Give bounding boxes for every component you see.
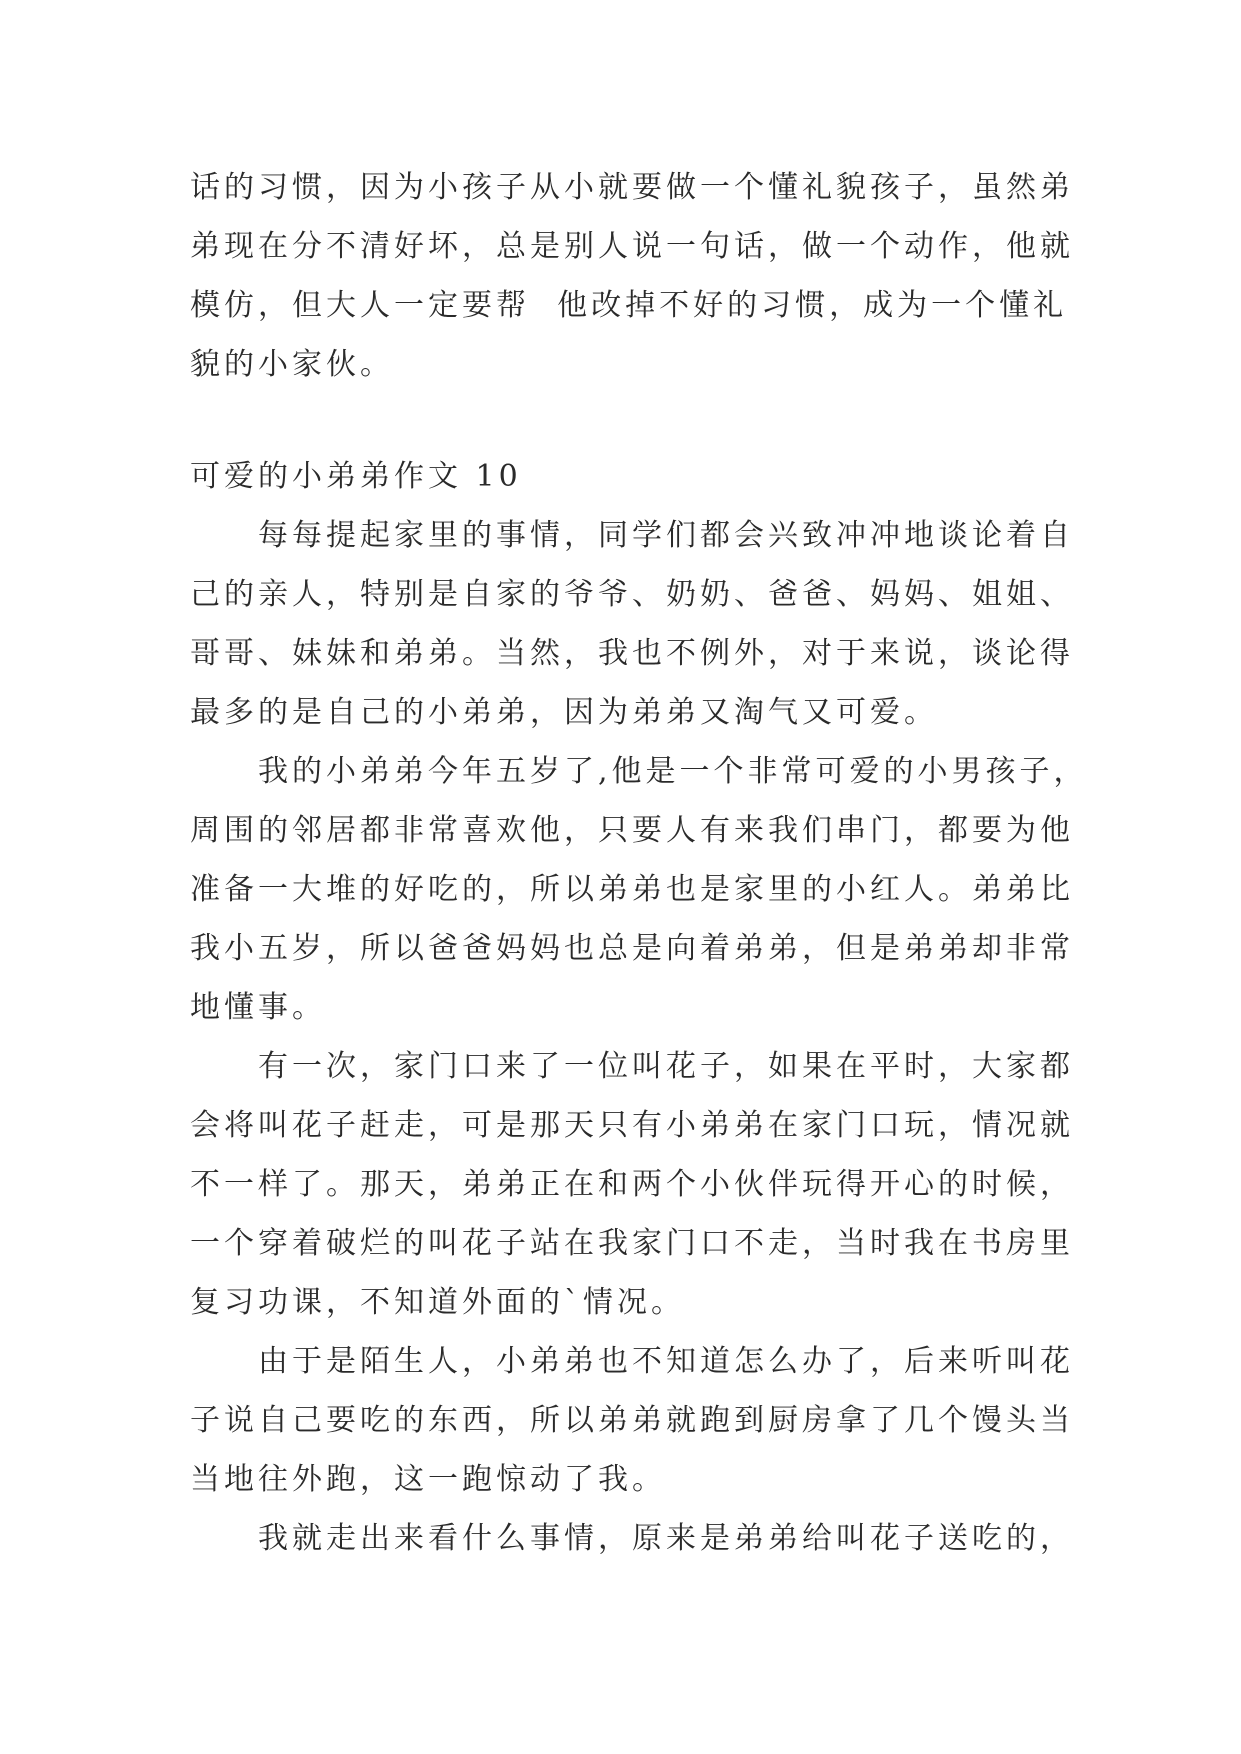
text-line: 有一次，家门口来了一位叫花子，如果在平时，大家都: [258, 1049, 1074, 1084]
paragraph-1: [190, 506, 1074, 742]
text-line: 弟现在分不清好坏，总是别人说一句话，做一个动作，他就: [190, 229, 1074, 264]
text-line: 复习功课，不知道外面的`情况。: [190, 1285, 685, 1320]
text-line: 我小五岁，所以爸爸妈妈也总是向着弟弟，但是弟弟却非常: [190, 931, 1074, 966]
text-line: 我就走出来看什么事情，原来是弟弟给叫花子送吃的，: [258, 1521, 1074, 1556]
essay-section: [190, 447, 1088, 1568]
text-line: 准备一大堆的好吃的，所以弟弟也是家里的小红人。弟弟比: [190, 872, 1074, 907]
text-line: 己的亲人，特别是自家的爷爷、奶奶、爸爸、妈妈、姐姐、: [190, 577, 1074, 612]
paragraph-2: [190, 742, 1088, 1037]
text-line: 一个穿着破烂的叫花子站在我家门口不走，当时我在书房里: [190, 1226, 1074, 1261]
paragraph-4: [190, 1332, 1074, 1509]
text-line: 话的习惯，因为小孩子从小就要做一个懂礼貌孩子，虽然弟: [190, 170, 1074, 205]
text-line: 周围的邻居都非常喜欢他，只要人有来我们串门，都要为他: [190, 813, 1074, 848]
text-line: 貌的小家伙。: [190, 347, 394, 382]
text-line: 哥哥、妹妹和弟弟。当然，我也不例外，对于来说，谈论得: [190, 636, 1074, 671]
text-line: 不一样了。那天，弟弟正在和两个小伙伴玩得开心的时候，: [190, 1167, 1074, 1202]
paragraph-3: [190, 1037, 1074, 1332]
text-line: 我的小弟弟今年五岁了,他是一个非常可爱的小男孩子，: [258, 754, 1088, 789]
continuation-paragraph: [190, 158, 1074, 394]
text-line: 模仿，但大人一定要帮 他改掉不好的习惯，成为一个懂礼: [190, 288, 1068, 323]
text-line: 每每提起家里的事情，同学们都会兴致冲冲地谈论着自: [258, 518, 1074, 553]
text-line: 子说自己要吃的东西，所以弟弟就跑到厨房拿了几个馒头当: [190, 1403, 1074, 1438]
text-line: 由于是陌生人，小弟弟也不知道怎么办了，后来听叫花: [258, 1344, 1074, 1379]
text-line: 当地往外跑，这一跑惊动了我。: [190, 1462, 666, 1497]
section-title: 可爱的小弟弟作文 10: [190, 459, 522, 494]
text-line: 最多的是自己的小弟弟，因为弟弟又淘气又可爱。: [190, 695, 938, 730]
text-line: 地懂事。: [190, 990, 326, 1025]
paragraph-5: [190, 1509, 1074, 1568]
text-line: 会将叫花子赶走，可是那天只有小弟弟在家门口玩，情况就: [190, 1108, 1074, 1143]
